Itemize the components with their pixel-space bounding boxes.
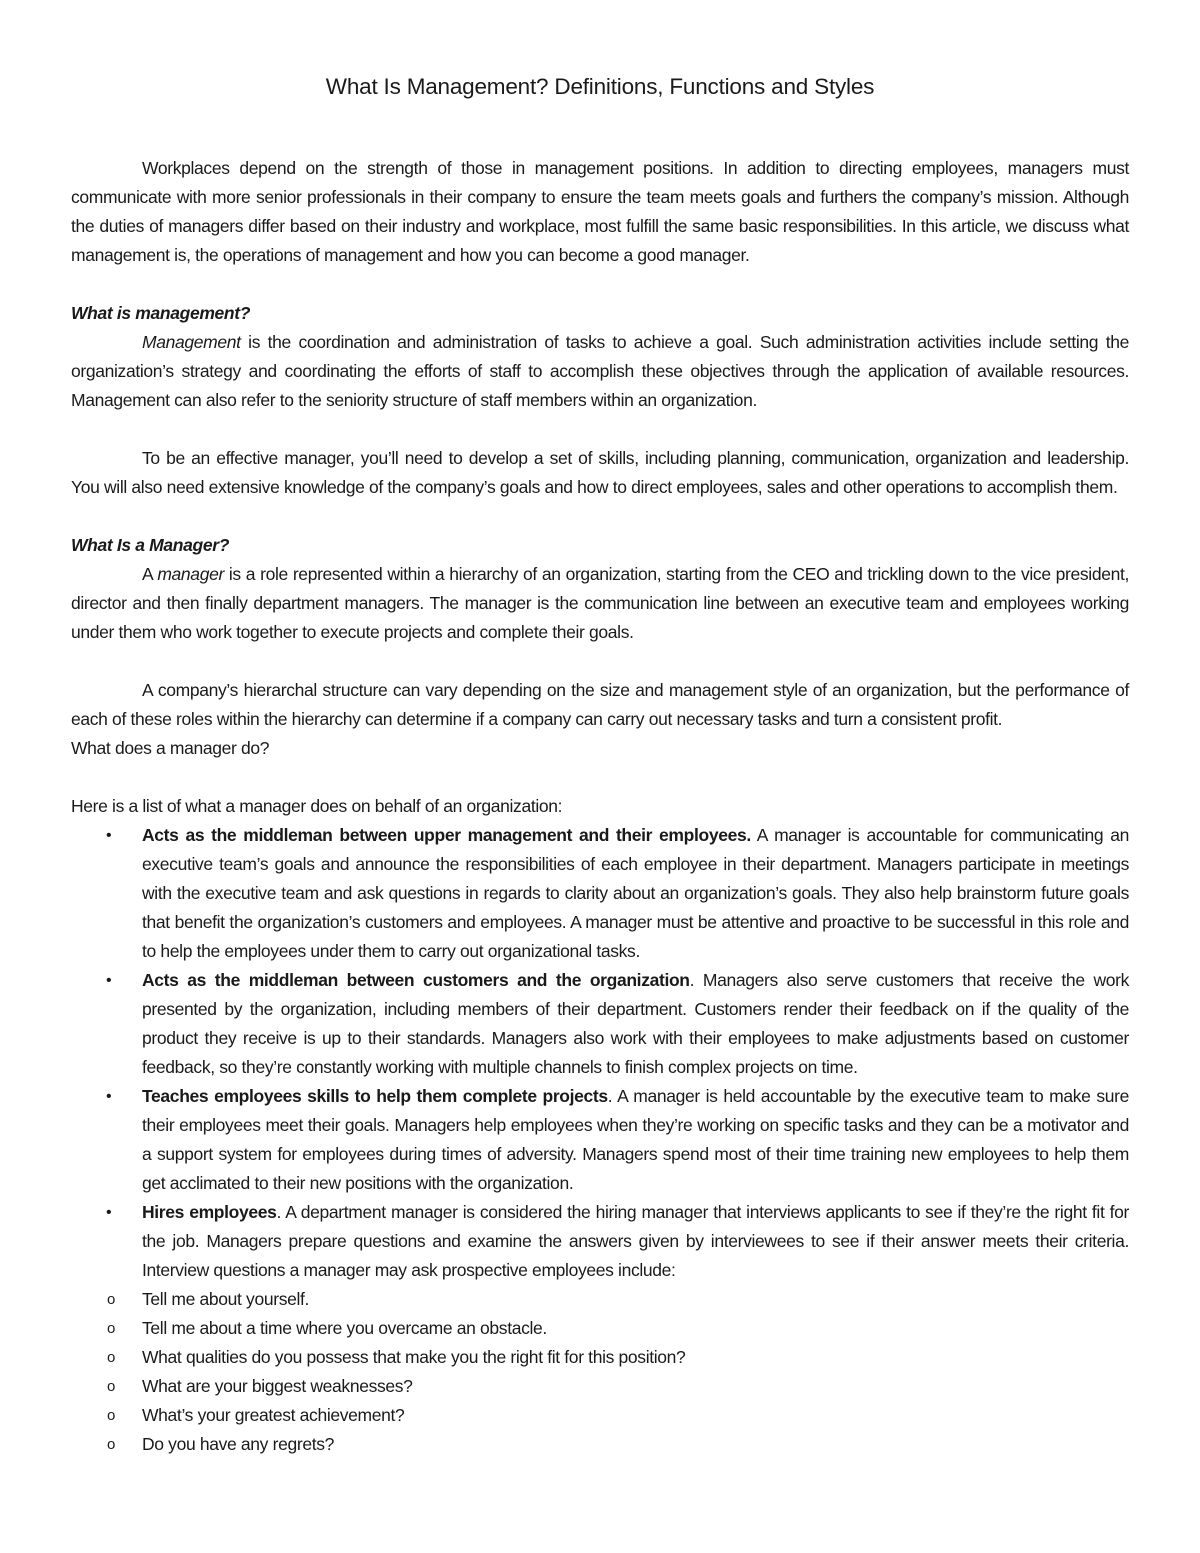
document-title: What Is Management? Definitions, Functions and Styles (325, 74, 875, 99)
sub-list-item-text: What qualities do you possess that make you the right fit for this position? (142, 1347, 686, 1367)
intro-paragraph: Workplaces depend on the strength of those in management positions. In addition to directing employees, managers must communicate with more senior professionals in their company to ensure the team meets goals and furthers the company’s mission. Although the duties of managers differ based on their industry and workplace, most fulfill the same basic responsibilities. In this article, we discuss what management is, the operations of management and how you can become a good manager. (71, 158, 1129, 265)
list-item-text: . Managers also serve customers that receive the work presented by the organization, including members of their department. Customers render their feedback on if the quality of the product they receive is up to their standards. Managers also work with their employees to make adjustments based on customer feedback, so they’re constantly working with multiple channels to finish complex projects on time. (142, 970, 1129, 1077)
list-item (71, 966, 1129, 1082)
sub-list-item (71, 1401, 1129, 1430)
sub-list-item-text: Tell me about a time where you overcame an obstacle. (142, 1318, 547, 1338)
management-definition-paragraph (71, 328, 1129, 415)
list-item-text: . A manager is held accountable by the executive team to make sure their employees meet their goals. Managers help employees when they’re working on specific tasks and they can be a motivator and a support system for employees during times of adversity. Managers spend most of their time training new employees to help them get acclimated to their new positions with the organization. (142, 1086, 1129, 1193)
list-item-bold-lead: Hires employees (142, 1202, 277, 1222)
circle-bullet-icon: o (107, 1378, 115, 1395)
manager-duties-question: What does a manager do? (71, 738, 270, 758)
circle-bullet-icon: o (107, 1407, 115, 1424)
bullet-icon: • (106, 972, 112, 989)
manager-definition-start: A (142, 564, 158, 584)
list-item-text: . A department manager is considered the hiring manager that interviews applicants to see if they’re the right fit for the job. Managers prepare questions and examine the answers given by interviewees to see if their answer meets their criteria. Interview questions a manager may ask prospective employees include: (142, 1202, 1129, 1280)
section-heading-what-is-management: What is management? (71, 303, 251, 323)
list-item-bold-lead: Teaches employees skills to help them complete projects (142, 1086, 608, 1106)
manager-term: manager (157, 564, 224, 584)
circle-bullet-icon: o (107, 1436, 115, 1453)
sub-list-item (71, 1430, 1129, 1459)
manager-duties-list (71, 821, 1129, 1285)
hierarchy-paragraph: A company’s hierarchal structure can vary depending on the size and management style of an organization, but the performance of each of these roles within the hierarchy can determine if a company can carry out necessary tasks and turn a consistent profit. (71, 680, 1129, 729)
sub-list-item (71, 1285, 1129, 1314)
list-intro: Here is a list of what a manager does on behalf of an organization: (71, 796, 563, 816)
management-term: Management (142, 332, 241, 352)
circle-bullet-icon: o (107, 1349, 115, 1366)
list-item (71, 1198, 1129, 1285)
bullet-icon: • (106, 827, 112, 844)
management-definition-text: is the coordination and administration of tasks to achieve a goal. Such administration activities include setting the organization’s strategy and coordinating the efforts of staff to accomplish these objectives through the application of available resources. Management can also refer to the seniority structure of staff members within an organization. (71, 332, 1129, 410)
section-heading-what-is-a-manager: What Is a Manager? (71, 535, 230, 555)
list-item (71, 821, 1129, 966)
list-item (71, 1082, 1129, 1198)
sub-list-item-text: What are your biggest weaknesses? (142, 1376, 413, 1396)
circle-bullet-icon: o (107, 1320, 115, 1337)
bullet-icon: • (106, 1088, 112, 1105)
circle-bullet-icon: o (107, 1291, 115, 1308)
list-item-bold-lead: Acts as the middleman between customers and the organization (142, 970, 690, 990)
document-page (71, 72, 1129, 1459)
list-item-bold-lead: Acts as the middleman between upper management and their employees. (142, 825, 751, 845)
sub-list-item-text: What’s your greatest achievement? (142, 1405, 405, 1425)
bullet-icon: • (106, 1204, 112, 1221)
sub-list-item-text: Do you have any regrets? (142, 1434, 334, 1454)
list-item-text: A manager is accountable for communicating an executive team’s goals and announce the responsibilities of each employee in their department. Managers participate in meetings with the executive team and ask questions in regards to clarity about an organization’s goals. They also help brainstorm future goals that benefit the organization’s customers and employees. A manager must be attentive and proactive to be successful in this role and to help the employees under them to carry out organizational tasks. (142, 825, 1129, 961)
interview-questions-list (71, 1285, 1129, 1459)
sub-list-item-text: Tell me about yourself. (142, 1289, 310, 1309)
sub-list-item (71, 1372, 1129, 1401)
sub-list-item (71, 1343, 1129, 1372)
effective-manager-paragraph: To be an effective manager, you’ll need to develop a set of skills, including planning, communication, organization and leadership. You will also need extensive knowledge of the company’s goals and how to direct employees, sales and other operations to accomplish them. (71, 448, 1129, 497)
manager-definition-paragraph (71, 560, 1129, 647)
sub-list-item (71, 1314, 1129, 1343)
manager-definition-text: is a role represented within a hierarchy of an organization, starting from the CEO and trickling down to the vice president, director and then finally department managers. The manager is the communication line between an executive team and employees working under them who work together to execute projects and complete their goals. (71, 564, 1129, 642)
